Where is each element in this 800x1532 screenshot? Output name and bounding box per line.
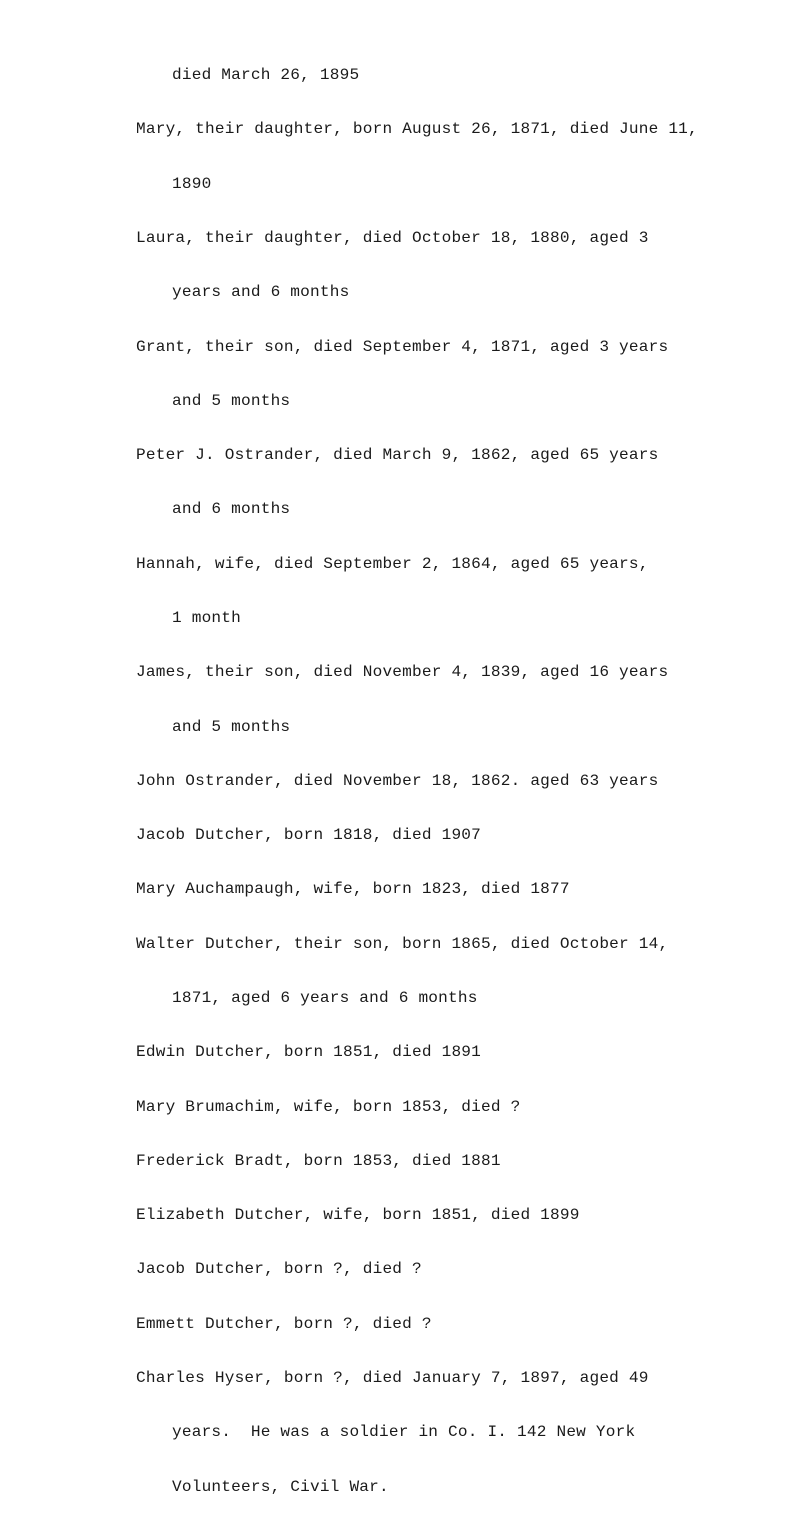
record-line: Volunteers, Civil War. bbox=[172, 1477, 389, 1496]
record-line: James, their son, died November 4, 1839, aged 16 years bbox=[136, 663, 669, 682]
record-line: Mary, their daughter, born August 26, 1871, died June 11, bbox=[136, 120, 698, 139]
record-line: Charles Hyser, born ?, died January 7, 1897, aged 49 bbox=[136, 1368, 649, 1387]
record-line: and 5 months bbox=[172, 391, 291, 410]
record-line: Jacob Dutcher, born ?, died ? bbox=[136, 1260, 422, 1279]
record-line: Grant, their son, died September 4, 1871, aged 3 years bbox=[136, 337, 669, 356]
record-line: Peter J. Ostrander, died March 9, 1862, aged 65 years bbox=[136, 446, 659, 465]
record-line: died March 26, 1895 bbox=[172, 66, 360, 85]
record-line: Mary Brumachim, wife, born 1853, died ? bbox=[136, 1097, 521, 1116]
record-line: years and 6 months bbox=[172, 283, 350, 302]
record-line: Hannah, wife, died September 2, 1864, aged 65 years, bbox=[136, 554, 649, 573]
record-line: John Ostrander, died November 18, 1862. aged 63 years bbox=[136, 771, 659, 790]
record-line: Edwin Dutcher, born 1851, died 1891 bbox=[136, 1043, 482, 1062]
typed-record-text bbox=[136, 30, 776, 1532]
record-line: Emmett Dutcher, born ?, died ? bbox=[136, 1314, 432, 1333]
record-line: Jacob Dutcher, born 1818, died 1907 bbox=[136, 826, 482, 845]
record-line: Walter Dutcher, their son, born 1865, died October 14, bbox=[136, 934, 669, 953]
record-line: 1 month bbox=[172, 609, 242, 627]
record-line: years. He was a soldier in Co. I. 142 New York bbox=[172, 1423, 636, 1442]
record-line: 1890 bbox=[172, 174, 212, 193]
record-line: and 6 months bbox=[172, 500, 291, 519]
record-line: and 5 months bbox=[172, 717, 291, 736]
record-line: Frederick Bradt, born 1853, died 1881 bbox=[136, 1151, 501, 1170]
record-line: 1871, aged 6 years and 6 months bbox=[172, 988, 478, 1007]
record-line: Laura, their daughter, died October 18, 1880, aged 3 bbox=[136, 229, 649, 248]
record-line: Elizabeth Dutcher, wife, born 1851, died 1899 bbox=[136, 1206, 580, 1225]
record-line: Mary Auchampaugh, wife, born 1823, died 1877 bbox=[136, 880, 570, 899]
